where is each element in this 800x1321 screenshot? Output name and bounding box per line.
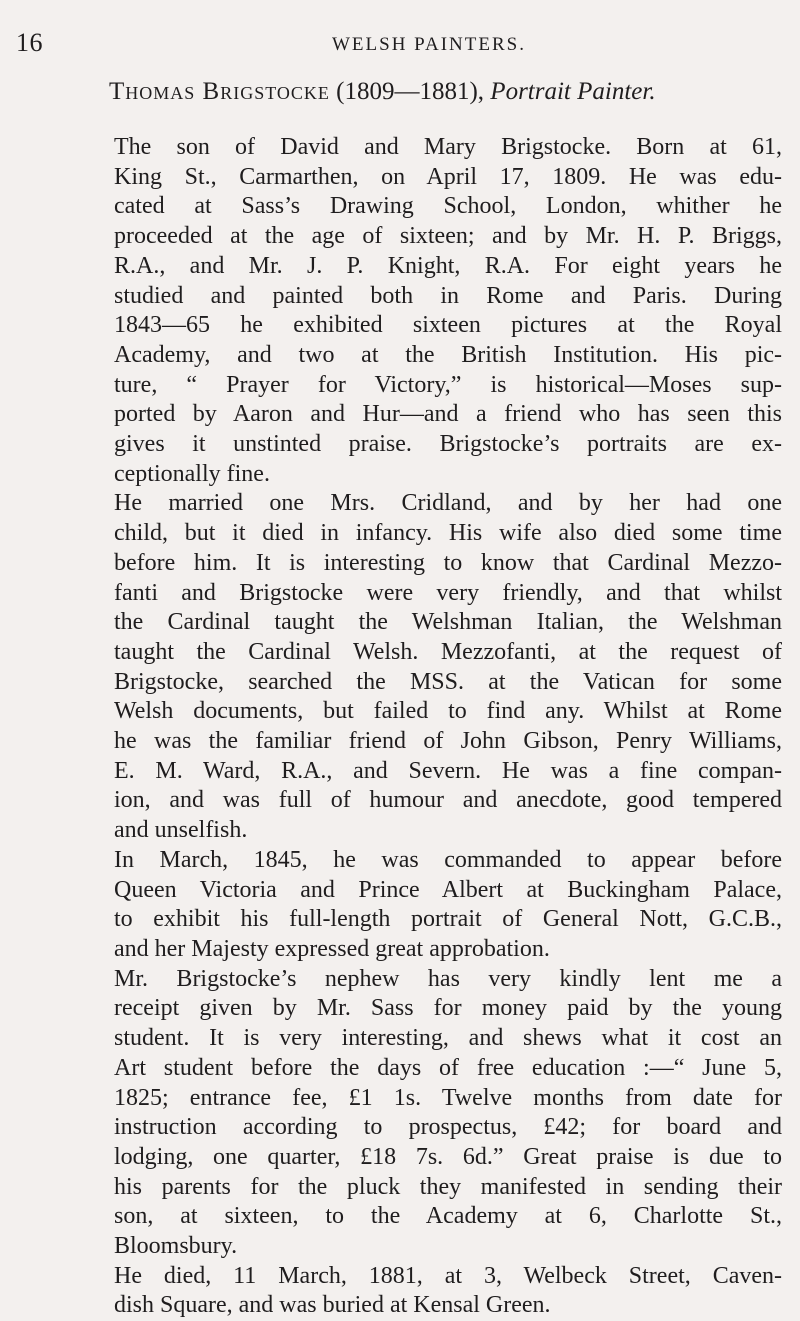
text-line: his parents for the pluck they manifested in sending their xyxy=(114,1173,782,1200)
running-head: WELSH PAINTERS. xyxy=(332,34,526,55)
article xyxy=(109,70,782,1321)
text-line: Bloomsbury. xyxy=(114,1233,238,1260)
text-line: Art student before the days of free education :—“ June 5, xyxy=(114,1054,782,1081)
text-line: King St., Carmarthen, on April 17, 1809. He was edu- xyxy=(114,163,782,190)
painter-name: Thomas Brigstocke xyxy=(109,78,330,105)
text-line: he was the familiar friend of John Gibson, Penry Williams, xyxy=(114,728,782,755)
paragraph xyxy=(114,1262,782,1321)
text-line: ceptionally fine. xyxy=(114,460,270,487)
text-line: ture, “ Prayer for Victory,” is historical—Moses sup- xyxy=(114,371,782,398)
text-line: Queen Victoria and Prince Albert at Buckingham Palace, xyxy=(114,876,782,903)
page-number: 16 xyxy=(16,28,43,57)
text-line: fanti and Brigstocke were very friendly, and that whilst xyxy=(114,579,782,606)
painter-dates: (1809—1881), xyxy=(329,78,491,105)
text-line: E. M. Ward, R.A., and Severn. He was a fine compan- xyxy=(114,757,782,784)
text-line: and her Majesty expressed great approbation. xyxy=(114,935,550,962)
text-line: In March, 1845, he was commanded to appear before xyxy=(114,846,782,873)
text-line: Academy, and two at the British Institution. His pic- xyxy=(114,341,782,368)
text-line: and unselfish. xyxy=(114,817,248,844)
text-line: proceeded at the age of sixteen; and by Mr. H. P. Briggs, xyxy=(114,223,782,250)
text-line: studied and painted both in Rome and Paris. During xyxy=(114,282,782,309)
paragraph xyxy=(114,965,782,1262)
text-line: dish Square, and was buried at Kensal Green. xyxy=(114,1292,551,1319)
text-line: 1825; entrance fee, £1 1s. Twelve months from date for xyxy=(114,1084,782,1111)
painter-role: Portrait Painter. xyxy=(490,78,656,105)
text-line: The son of David and Mary Brigstocke. Born at 61, xyxy=(114,134,782,160)
text-line: cated at Sass’s Drawing School, London, whither he xyxy=(114,193,782,220)
text-line: Brigstocke, searched the MSS. at the Vatican for some xyxy=(114,668,782,695)
text-line: gives it unstinted praise. Brigstocke’s portraits are ex- xyxy=(114,431,782,458)
text-line: the Cardinal taught the Welshman Italian, the Welshman xyxy=(114,609,782,636)
text-line: He died, 11 March, 1881, at 3, Welbeck Street, Caven- xyxy=(114,1262,782,1289)
article-body xyxy=(114,133,782,1321)
paragraph xyxy=(114,133,782,489)
text-line: ported by Aaron and Hur—and a friend who has seen this xyxy=(114,401,782,428)
text-line: receipt given by Mr. Sass for money paid by the young xyxy=(114,995,782,1022)
text-line: Welsh documents, but failed to find any. Whilst at Rome xyxy=(114,698,782,725)
article-heading xyxy=(109,70,782,114)
text-line: ion, and was full of humour and anecdote, good tempered xyxy=(114,787,782,814)
text-line: taught the Cardinal Welsh. Mezzofanti, at the request of xyxy=(114,638,782,665)
text-line: student. It is very interesting, and shews what it cost an xyxy=(114,1025,782,1052)
paragraph xyxy=(114,846,782,965)
paragraph xyxy=(114,489,782,845)
text-line: 1843—65 he exhibited sixteen pictures at the Royal xyxy=(114,312,782,339)
text-line: instruction according to prospectus, £42; for board and xyxy=(114,1114,782,1141)
text-line: R.A., and Mr. J. P. Knight, R.A. For eight years he xyxy=(114,252,782,279)
text-line: child, but it died in infancy. His wife also died some time xyxy=(114,520,782,547)
text-line: before him. It is interesting to know that Cardinal Mezzo- xyxy=(114,549,782,576)
text-line: He married one Mrs. Cridland, and by her had one xyxy=(114,490,782,517)
text-line: son, at sixteen, to the Academy at 6, Charlotte St., xyxy=(114,1203,782,1230)
text-line: lodging, one quarter, £18 7s. 6d.” Great praise is due to xyxy=(114,1143,782,1170)
text-line: to exhibit his full-length portrait of General Nott, G.C.B., xyxy=(114,906,782,933)
text-line: Mr. Brigstocke’s nephew has very kindly lent me a xyxy=(114,965,782,992)
